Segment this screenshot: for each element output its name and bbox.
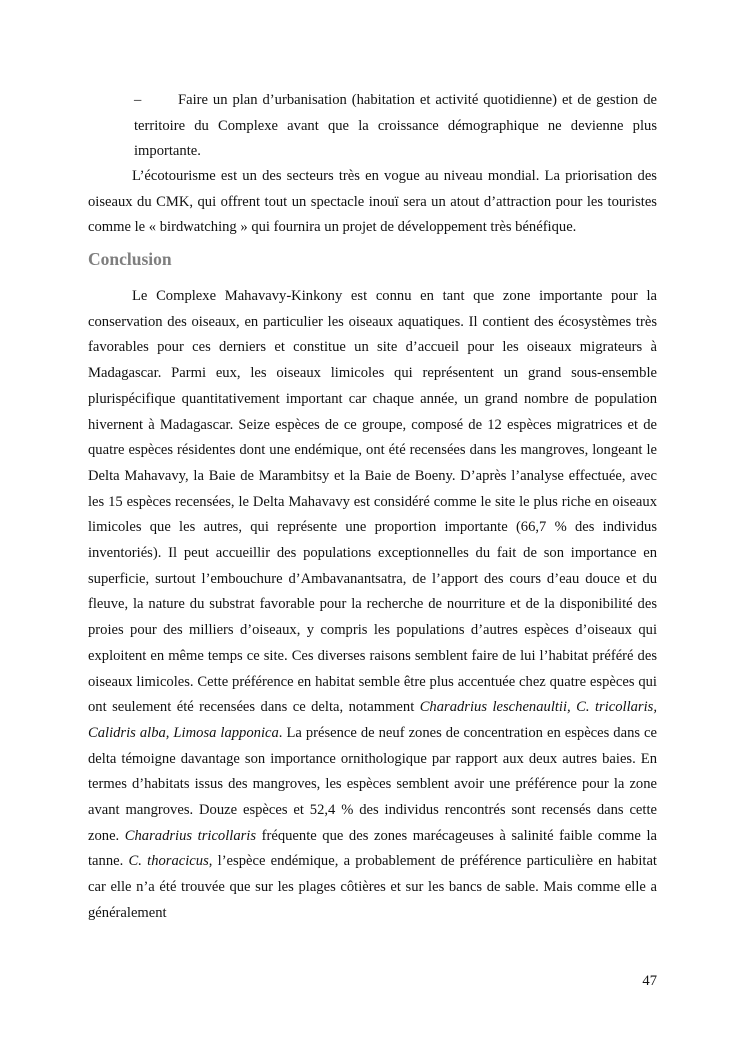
list-bullet-dash: –: [134, 92, 142, 108]
conclusion-text-part2: . La présence de neuf zones de concentration en espèces dans ce delta témoigne davantage son importance ornithologique par rapport aux deux autres baies. En termes d’habitats issus des mangroves, les espèces semblent avoir une préférence pour la zone avant mangroves. Douze espèces et 52,4 % des individus rencontrés sont recensés dans cette zone.: [88, 724, 658, 844]
conclusion-text-part4: , l’espèce endémique, a probablement de préférence particulière en habitat car elle n’a été trouvée que sur les plages côtières et sur les bancs de sable. Mais comme elle a généralement: [88, 853, 657, 921]
section-heading-conclusion: Conclusion: [88, 249, 172, 269]
paragraph-conclusion-text: [88, 284, 657, 927]
page-number: 47: [642, 973, 657, 989]
species-list: Charadrius leschenaultii, C. tricollaris, Calidris alba, Limosa lapponica: [88, 699, 657, 741]
list-item-text: Faire un plan d’urbanisation (habitation et activité quotidienne) et de gestion de territoire du Complexe avant que la croissance démographique ne devienne plus importante.: [134, 92, 657, 160]
conclusion-text-part3: fréquente que des zones marécageuses à salinité faible comme la tanne.: [88, 827, 657, 870]
paragraph-ecotourisme-text: L’écotourisme est un des secteurs très en vogue au niveau mondial. La priorisation des oiseaux du CMK, qui offrent tout un spectacle inouï sera un atout d’attraction pour les touristes comme le « birdwatching » qui fournira un projet de développement très bénéfique.: [88, 168, 657, 236]
conclusion-text-part1: Le Complexe Mahavavy-Kinkony est connu en tant que zone importante pour la conservation des oiseaux, en particulier les oiseaux aquatiques. Il contient des écosystèmes très favorables pour ces derniers et constitue un site d’accueil pour les oiseaux migrateurs à Madagascar. Parmi eux, les oiseaux limicoles qui représentent un grand sous-ensemble plurispécifique quantitativement important car chaque année, un grand nombre de population hivernent à Madagascar. Seize espèces de ce groupe, composé de 12 espèces migratrices et de quatre espèces résidentes dont une endémique, ont été recensées dans les mangroves, longeant le Delta Mahavavy, la Baie de Marambitsy et la Baie de Boeny. D’après l’analyse effectuée, avec les 15 espèces recensées, le Delta Mahavavy est considéré comme le site le plus riche en oiseaux limicoles que les autres, qui représente une proportion importante (66,7 % des individus inventoriés). Il peut accueillir des populations exceptionnelles du fait de son importance en superficie, surtout l’embouchure d’Ambavanantsatra, de l’apport des cours d’eau douce et du fleuve, la nature du substrat favorable pour la recherche de nourriture et de la disponibilité des proies pour des milliers d’oiseaux, y compris les populations d’autres espèces d’oiseaux qui exploitent en même temps ce site. Ces diverses raisons semblent faire de lui l’habitat préféré des oiseaux limicoles. Cette préférence en habitat semble être plus accentuée chez quatre espèces qui ont seulement été recensées dans ce delta, notamment: [88, 288, 657, 716]
species-c-thoracicus: C. thoracicus: [128, 853, 209, 870]
list-item: [134, 88, 657, 165]
paragraph-conclusion: [88, 284, 657, 927]
paragraph-ecotourisme: [88, 164, 657, 241]
species-charadrius-tricollaris: Charadrius tricollaris: [124, 827, 257, 844]
